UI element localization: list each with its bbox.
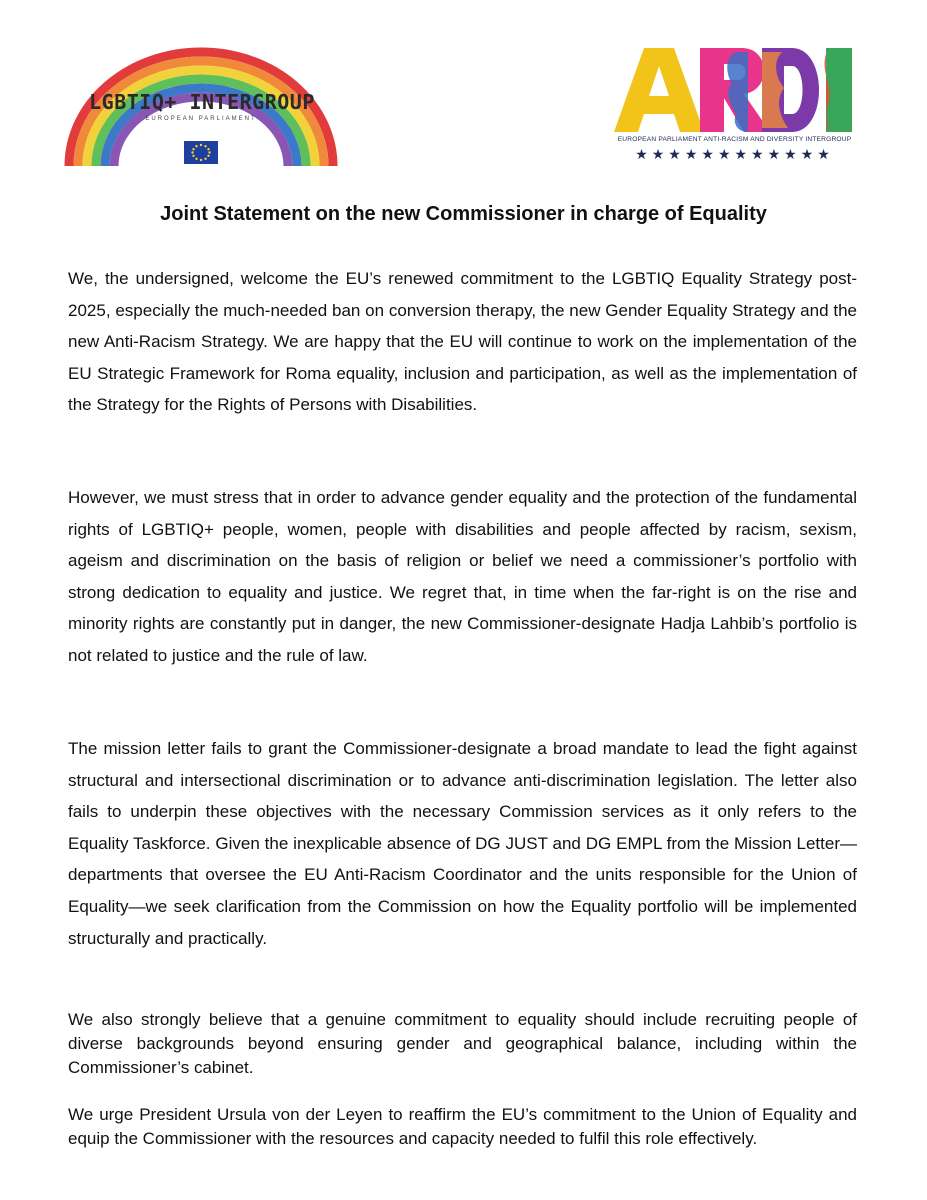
paragraph-1: We, the undersigned, welcome the EU’s renewed commitment to the LGBTIQ Equality Strategy post-2025, especially the much-needed ban on conversion therapy, the new Gender Equality Strategy and the new Anti-Racism Strategy. We are happy that the EU will continue to work on the implementation of the EU Strategic Framework for Roma equality, inclusion and participation, as well as the implementation of the Strategy for the Rights of Persons with Disabilities. — [68, 269, 857, 415]
lgbtiq-logo-title: LGBTIQ+ INTERGROUP — [89, 90, 315, 114]
paragraph-4: We also strongly believe that a genuine commitment to equality should include recruiting people of diverse backgrounds beyond ensuring gender and geographical balance, including within the Commissioner’s cabinet. — [68, 1010, 857, 1077]
ardi-intergroup-logo — [612, 44, 857, 174]
paragraph-2: However, we must stress that in order to advance gender equality and the protection of the fundamental rights of LGBTIQ+ people, women, people with disabilities and people affected by racism, sexism, ageism and discrimination on the basis of religion or belief we need a commissioner’s portfolio with strong dedication to equality and justice. We regret that, in time when the far-right is on the rise and minority rights are constantly put in danger, the new Commissioner-designate Hadja Lahbib’s portfolio is not related to justice and the rule of law. — [68, 488, 857, 665]
statement-title: Joint Statement on the new Commissioner in charge of Equality — [160, 203, 767, 225]
lgbtiq-intergroup-logo — [64, 44, 338, 168]
ardi-logo-subtitle: EUROPEAN PARLIAMENT ANTI-RACISM AND DIVERSITY INTERGROUP — [617, 136, 852, 143]
paragraph-3: The mission letter fails to grant the Commissioner-designate a broad mandate to lead the fight against structural and intersectional discrimination or to advance anti-discrimination legislation. The letter also fails to underpin these objectives with the necessary Commission services as it only refers to the Equality Taskforce. Given the inexplicable absence of DG JUST and DG EMPL from the Mission Letter—departments that oversee the EU Anti-Racism Coordinator and the units responsible for the Union of Equality—we seek clarification from the Commission on how the Equality portfolio will be implemented structurally and practically. — [68, 739, 857, 948]
eu-flag-icon — [184, 141, 218, 164]
ardi-stars-icon: ★★★★★★★★★★★★ — [635, 146, 834, 162]
paragraph-5: We urge President Ursula von der Leyen to reaffirm the EU’s commitment to the Union of Equality and equip the Commissioner with the resources and capacity needed to fulfil this role effectively. — [68, 1105, 857, 1148]
lgbtiq-logo-subtitle: EUROPEAN PARLIAMENT — [145, 116, 257, 122]
ardi-letters-icon — [612, 44, 857, 136]
